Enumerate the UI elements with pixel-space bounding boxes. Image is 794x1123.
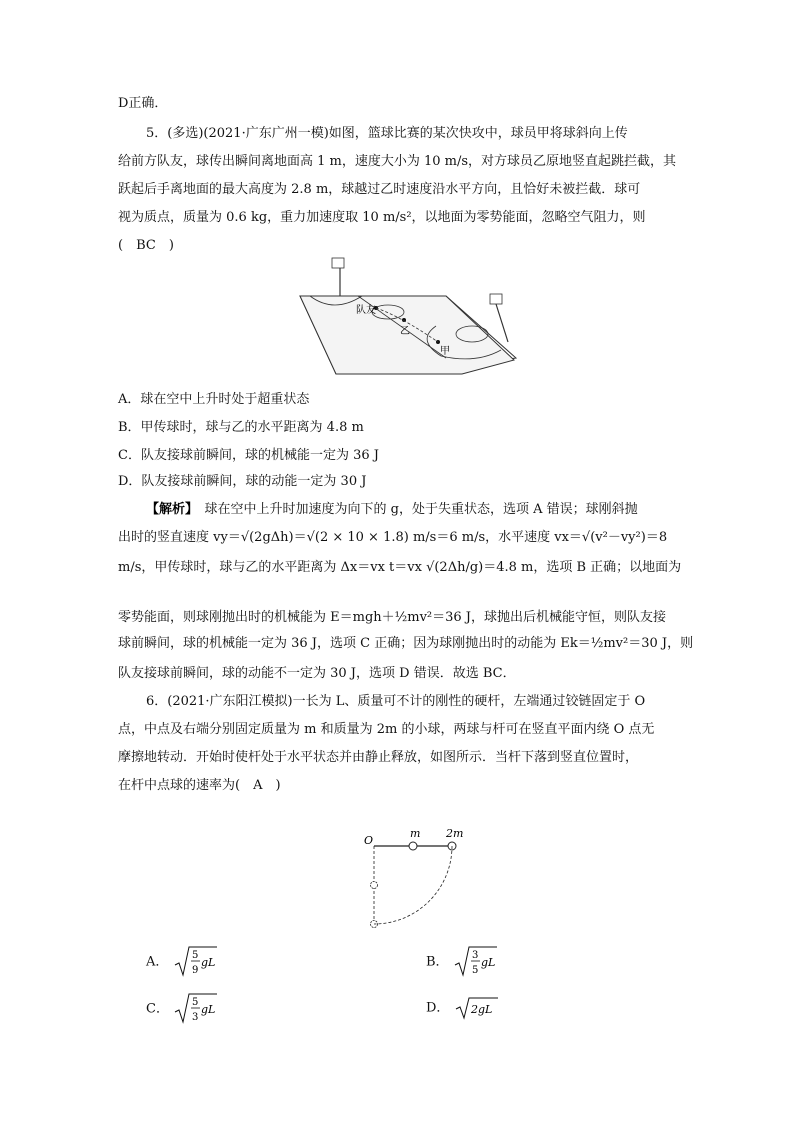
option-d: D．队友接球前瞬间，球的动能一定为 30 J bbox=[118, 474, 367, 489]
question-5-line: 给前方队友，球传出瞬间离地面高 1 m，速度大小为 10 m/s，对方球员乙原地竖直起跳拦截，其 bbox=[118, 154, 677, 169]
right-hoop-pole bbox=[496, 304, 508, 342]
label-yi: 乙 bbox=[400, 326, 410, 337]
swing-path-arc bbox=[374, 846, 452, 924]
svg-text:3: 3 bbox=[192, 1012, 199, 1023]
svg-text:5: 5 bbox=[192, 997, 199, 1008]
option-b-label: B． bbox=[426, 954, 449, 970]
svg-text:5: 5 bbox=[191, 950, 198, 961]
svg-text:5: 5 bbox=[471, 965, 479, 976]
label-2m: 2m bbox=[446, 827, 464, 840]
analysis-line: 队友接球前瞬间，球的动能不一定为 30 J，选项 D 错误．故选 BC． bbox=[118, 666, 516, 681]
option-a-label: A． bbox=[146, 954, 169, 970]
analysis-text: 球在空中上升时加速度为向下的 g，处于失重状态，选项 A 错误；球刚斜抛 bbox=[191, 502, 638, 517]
svg-text:2gL: 2gL bbox=[470, 1003, 492, 1016]
sqrt-expression-d bbox=[454, 996, 498, 1020]
question-5-line: 跃起后手离地面的最大高度为 2.8 m，球越过乙时速度沿水平方向，且恰好未被拦截．球可 bbox=[118, 182, 641, 197]
question-6-line: 点，中点及右端分别固定质量为 m 和质量为 2m 的小球，两球与杆可在竖直平面内绕 O 点无 bbox=[118, 722, 655, 737]
svg-text:gL: gL bbox=[201, 1003, 216, 1016]
answer-option-a bbox=[146, 945, 217, 979]
right-backboard bbox=[490, 294, 502, 304]
question-6-answer: 在杆中点球的速率为( A ) bbox=[118, 778, 281, 793]
question-5-answer: ( BC ) bbox=[118, 238, 174, 253]
label-m: m bbox=[410, 827, 421, 840]
sqrt-expression-c bbox=[173, 992, 217, 1026]
analysis-line: 零势能面，则球刚抛出时的机械能为 E＝mgh＋½mv²＝36 J，球抛出后机械能守恒，则队友接 bbox=[118, 610, 667, 625]
answer-option-c bbox=[146, 992, 217, 1026]
label-jia: 甲 bbox=[440, 346, 450, 357]
ball-m-icon bbox=[409, 842, 417, 850]
answer-option-b bbox=[426, 945, 497, 979]
analysis-line: 球前瞬间，球的机械能一定为 36 J，选项 C 正确；因为球刚抛出时的动能为 Ek＝½mv²＝30 J，则 bbox=[118, 636, 694, 651]
basketball-court-figure bbox=[296, 256, 520, 380]
sqrt-expression-b bbox=[453, 945, 497, 979]
option-c: C．队友接球前瞬间，球的机械能一定为 36 J bbox=[118, 448, 379, 463]
analysis-line: m/s，甲传球时，球与乙的水平距离为 Δx＝vx t＝vx √(2Δh/g)＝4.8 m，选项 B 正确；以地面为 bbox=[118, 560, 682, 575]
analysis-line bbox=[146, 500, 638, 520]
option-d-label: D． bbox=[426, 1000, 450, 1016]
svg-text:gL: gL bbox=[200, 956, 215, 969]
option-b: B．甲传球时，球与乙的水平距离为 4.8 m bbox=[118, 420, 364, 435]
question-6-line: 摩擦地转动．开始时使杆处于水平状态并由静止释放，如图所示．当杆下落到竖直位置时， bbox=[118, 750, 639, 765]
sqrt-expression-a bbox=[173, 945, 217, 979]
svg-text:9: 9 bbox=[191, 965, 198, 976]
answer-option-d bbox=[426, 996, 498, 1020]
question-5-line: 5．(多选)(2021·广东广州一模)如图，篮球比赛的某次快攻中，球员甲将球斜向上传 bbox=[146, 126, 628, 141]
rod-diagram bbox=[356, 824, 466, 930]
label-teammate: 队友 bbox=[356, 305, 376, 316]
ball-m-final-icon bbox=[371, 882, 378, 889]
text-line: D正确． bbox=[118, 96, 168, 111]
analysis-line: 出时的竖直速度 vy＝√(2gΔh)＝√(2 × 10 × 1.8) m/s＝6 m/s，水平速度 vx＝√(v²－vy²)＝8 bbox=[118, 530, 668, 545]
question-5-line: 视为质点，质量为 0.6 kg，重力加速度取 10 m/s²，以地面为零势能面，忽略空气阻力，则 bbox=[118, 210, 646, 225]
svg-text:3: 3 bbox=[471, 950, 479, 961]
svg-text:gL: gL bbox=[480, 956, 496, 969]
option-a: A．球在空中上升时处于超重状态 bbox=[118, 392, 310, 407]
analysis-tag: 【解析】 bbox=[146, 502, 192, 517]
question-6-line: 6．(2021·广东阳江模拟)一长为 L、质量可不计的刚性的硬杆，左端通过铰链固定于 O bbox=[146, 694, 646, 709]
option-c-label: C． bbox=[146, 1001, 169, 1017]
left-backboard bbox=[332, 258, 344, 268]
label-o: O bbox=[364, 834, 374, 847]
